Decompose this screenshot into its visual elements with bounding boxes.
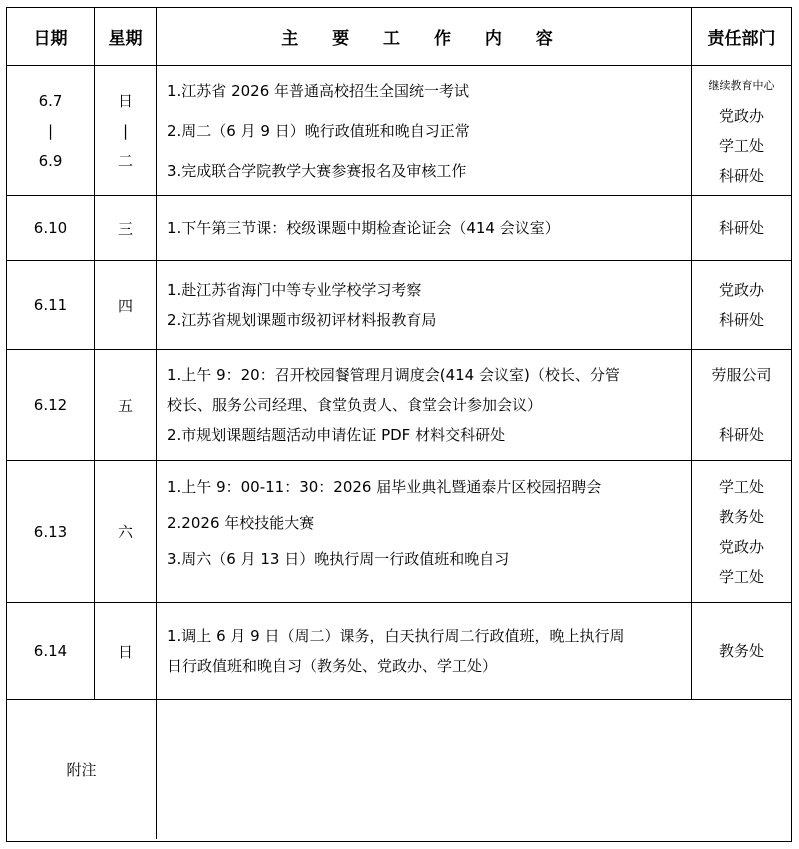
row-weekday: 四 <box>95 261 157 350</box>
row-date: 6.12 <box>7 350 95 461</box>
row-weekday: 三 <box>95 196 157 261</box>
row-date: 6.13 <box>7 461 95 603</box>
row-date: 6.10 <box>7 196 95 261</box>
row-date: 6.7 | 6.9 <box>7 66 95 196</box>
header-dept: 责任部门 <box>692 8 791 66</box>
header-date: 日期 <box>7 8 95 66</box>
row-dept: 科研处 <box>692 196 791 261</box>
footer-label: 附注 <box>7 700 157 839</box>
row-dept: 继续教育中心 党政办 学工处 科研处 <box>692 66 791 196</box>
schedule-table <box>6 7 792 842</box>
row-dept: 教务处 <box>692 603 791 700</box>
row-date: 6.11 <box>7 261 95 350</box>
row-weekday: 日 <box>95 603 157 700</box>
row-content: 1.上午 9：20：召开校园餐管理月调度会(414 会议室)（校长、分管 校长、服务公司经理、食堂负责人、食堂会计参加会议） 2.市规划课题结题活动申请佐证 PDF 材料交科研处 <box>157 350 692 461</box>
row-content: 1.调上 6 月 9 日（周二）课务，白天执行周二行政值班，晚上执行周 日行政值班和晚自习（教务处、党政办、学工处） <box>157 603 692 700</box>
footer-content <box>157 700 791 839</box>
row-content: 1.江苏省 2026 年普通高校招生全国统一考试 2.周二（6 月 9 日）晚行政值班和晚自习正常 3.完成联合学院教学大赛参赛报名及审核工作 <box>157 66 692 196</box>
row-dept: 劳服公司 科研处 <box>692 350 791 461</box>
row-date: 6.14 <box>7 603 95 700</box>
row-dept: 党政办 科研处 <box>692 261 791 350</box>
row-weekday: 日 | 二 <box>95 66 157 196</box>
header-weekday: 星期 <box>95 8 157 66</box>
row-weekday: 五 <box>95 350 157 461</box>
row-dept: 学工处 教务处 党政办 学工处 <box>692 461 791 603</box>
row-weekday: 六 <box>95 461 157 603</box>
row-content: 1.上午 9：00-11：30：2026 届毕业典礼暨通泰片区校园招聘会 2.2026 年校技能大赛 3.周六（6 月 13 日）晚执行周一行政值班和晚自习 <box>157 461 692 603</box>
row-content: 1.赴江苏省海门中等专业学校学习考察 2.江苏省规划课题市级初评材料报教育局 <box>157 261 692 350</box>
header-content: 主 要 工 作 内 容 <box>157 8 692 66</box>
row-content: 1.下午第三节课：校级课题中期检查论证会（414 会议室） <box>157 196 692 261</box>
